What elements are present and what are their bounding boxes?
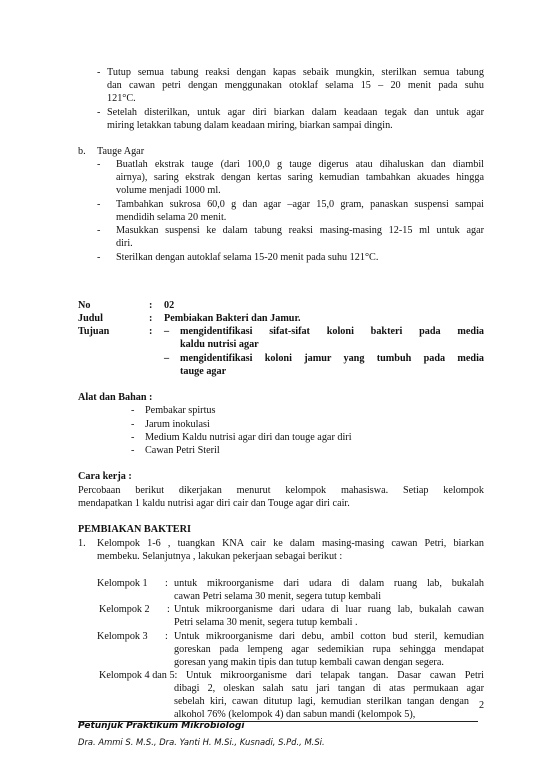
text-line: Petri selama 30 menit, segera tutup kembali . — [174, 617, 358, 628]
bullet-dash: - — [97, 159, 101, 170]
bullet-dash: - — [131, 445, 135, 456]
text-line: Tutup semua tabung reaksi dengan kapas sebaik mungkin, sterilkan semua tabung — [107, 67, 484, 78]
group-label: Kelompok 4 dan 5: — [99, 670, 178, 681]
group-separator: : — [165, 578, 168, 589]
text-line: sebelah kiri, cawan ditutup lagi, kemudian sterilkan tangan dengan — [174, 696, 469, 707]
tujuan-line: tauge agar — [180, 366, 227, 377]
bullet-dash: - — [131, 432, 135, 443]
text-line: Untuk mikroorganisme dari debu, ambil cotton bud steril, kemudian — [174, 631, 484, 642]
tujuan-line: mengidentifikasi koloni jamur yang tumbuh pada media — [180, 353, 484, 364]
text-line: mendapatkan 1 kaldu nutrisi agar diri cair dan Touge agar diri cair. — [78, 498, 350, 509]
no-value: 02 — [164, 300, 175, 311]
section-title: Tauge Agar — [97, 146, 145, 157]
bullet-dash: - — [97, 225, 101, 236]
text-line: Percobaan berikut dikerjakan menurut kelompok mahasiswa. Setiap kelompok — [78, 485, 484, 496]
footer-title: Petunjuk Praktikum Mikrobiologi — [78, 721, 245, 731]
alat-item: Pembakar spirtus — [145, 405, 216, 416]
group-label: Kelompok 3 — [97, 631, 148, 642]
bullet-dash: - — [131, 419, 135, 430]
group-separator: : — [165, 631, 168, 642]
step-number: 1. — [78, 538, 86, 549]
text-line: miring letakkan tabung dalam keadaan miring, biarkan sampai dingin. — [107, 120, 393, 131]
text-line: airnya), saring ekstrak dengan kertas saring kemudian tambahkan akuades hingga — [116, 172, 484, 183]
tujuan-bullet: – — [164, 353, 170, 364]
alat-heading: Alat dan Bahan : — [78, 392, 153, 403]
text-line: mendidih selama 20 menit. — [116, 212, 227, 223]
group-label: Kelompok 1 — [97, 578, 148, 589]
judul-separator: : — [149, 313, 153, 324]
no-separator: : — [149, 300, 153, 311]
no-label: No — [78, 300, 91, 311]
alat-item: Cawan Petri Steril — [145, 445, 220, 456]
text-line: Untuk mikroorganisme dari udara di luar ruang lab, bukalah cawan — [174, 604, 484, 615]
section-label: b. — [78, 146, 86, 157]
text-line: goreskan pada lempeng agar sedemikian rupa sehingga mendapat — [174, 644, 484, 655]
cara-heading: Cara kerja : — [78, 471, 132, 482]
group-label: Kelompok 2 — [99, 604, 150, 615]
text-line: Buatlah ekstrak tauge (dari 100,0 g tauge digerus atau dihaluskan dan diambil — [116, 159, 484, 170]
judul-value: Pembiakan Bakteri dan Jamur. — [164, 313, 301, 324]
text-line: untuk mikroorganisme dari udara di dalam ruang lab, bukalah — [174, 578, 484, 589]
text-line: Sterilkan dengan autoklaf selama 15-20 menit pada suhu 121°C. — [116, 252, 379, 263]
text-line: volume menjadi 1000 ml. — [116, 185, 221, 196]
page-number: 2 — [479, 700, 485, 711]
bullet-dash: - — [97, 67, 101, 78]
text-line: diri. — [116, 238, 133, 249]
tujuan-label: Tujuan — [78, 326, 110, 337]
text-line: Tambahkan sukrosa 60,0 g dan agar –agar 15,0 gram, panaskan suspensi sampai — [116, 199, 484, 210]
tujuan-line: kaldu nutrisi agar — [180, 339, 259, 350]
bullet-dash: - — [97, 107, 101, 118]
bullet-dash: - — [97, 252, 101, 263]
tujuan-bullet: – — [164, 326, 170, 337]
bullet-dash: - — [97, 199, 101, 210]
tujuan-line: mengidentifikasi sifat-sifat koloni bakteri pada media — [180, 326, 484, 337]
group-separator: : — [167, 604, 170, 615]
text-line: cawan Petri selama 30 menit, segera tutup kembali — [174, 591, 382, 602]
text-line: alkohol 76% (kelompok 4) dan sabun mandi (kelompok 5), — [174, 709, 416, 720]
text-line: dan cawan petri dengan menggunakan otoklaf selama 15 – 20 menit pada suhu — [107, 80, 484, 91]
text-line: goresan yang makin tipis dan tutup kembali cawan dengan segera. — [174, 657, 444, 668]
text-line: membeku. Selanjutnya , lakukan pekerjaan sebagai berikut : — [97, 551, 343, 562]
tujuan-separator: : — [149, 326, 153, 337]
text-line: Kelompok 1-6 , tuangkan KNA cair ke dalam masing-masing cawan Petri, biarkan — [97, 538, 484, 549]
bullet-dash: - — [131, 405, 135, 416]
alat-item: Medium Kaldu nutrisi agar diri dan touge agar diri — [145, 432, 352, 443]
footer-authors: Dra. Ammi S. M.S., Dra. Yanti H. M.Si., Kusnadi, S.Pd., M.Si. — [78, 737, 325, 747]
text-line: Masukkan suspensi ke dalam tabung reaksi masing-masing 12-15 ml untuk agar — [116, 225, 484, 236]
text-line: Untuk mikroorganisme dari telapak tangan. Dasar cawan Petri — [186, 670, 484, 681]
alat-item: Jarum inokulasi — [145, 419, 210, 430]
text-line: 121°C. — [107, 93, 136, 104]
text-line: dibagi 2, oleskan salah satu jari tangan di atas permukaan agar — [174, 683, 484, 694]
text-line: Setelah disterilkan, untuk agar diri biarkan dalam keadaan tegak dan untuk agar — [107, 107, 484, 118]
judul-label: Judul — [78, 313, 103, 324]
pembiakan-heading: PEMBIAKAN BAKTERI — [78, 524, 191, 535]
